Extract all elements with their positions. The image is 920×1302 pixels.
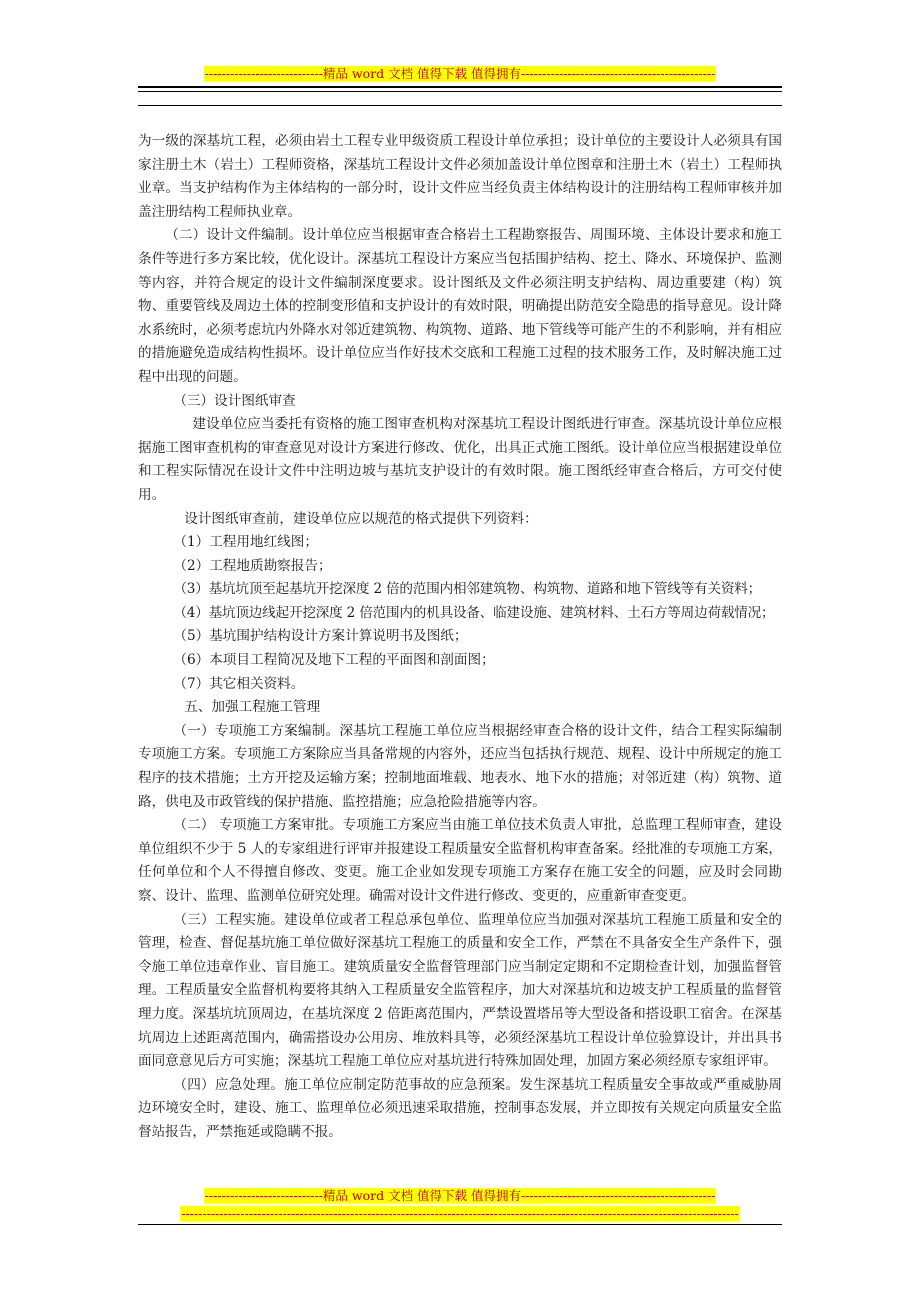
list-item: （1）工程用地红线图； <box>173 534 318 551</box>
header-banner <box>0 66 920 82</box>
footer-banner-text: ----------------------------精品 word 文档 值得下载 值得拥有---------------------------------------------- <box>204 1188 716 1203</box>
header-rule <box>138 86 782 88</box>
list-item: （6）本项目工程简况及地下工程的平面图和剖面图； <box>173 652 495 669</box>
header-rule <box>138 105 782 106</box>
paragraph: （三）工程实施。建设单位或者工程总承包单位、监理单位应当加强对深基坑工程施工质量和安全的管理，检查、督促基坑施工单位做好深基坑工程施工的质量和安全工作，严禁在不具备安全生产条件下，强令施工单位违章作业、盲目施工。建筑质量安全监督管理部门应当制定定期和不定期检查计划，加强监督管理。工程质量安全监督机构要将其纳入工程质量安全监管程序，加大对深基坑和边坡支护工程质量的监督管理力度。深基坑坑顶周边，在基坑深度 2 倍距离范围内，严禁设置塔吊等大型设备和搭设职工宿舍。在深基坑周边上述距离范围内，确需搭设办公用房、堆放料具等，必须经深基坑工程设计单位验算设计，并出具书面同意意见后方可实施；深基坑工程施工单位应对基坑进行特殊加固处理，加固方案必须经原专家组评审。 <box>138 911 782 1070</box>
list-item: （2）工程地质勘察报告； <box>173 557 332 574</box>
header-banner-text: ----------------------------精品 word 文档 值得下载 值得拥有---------------------------------------------- <box>204 66 716 81</box>
header-rule <box>138 91 782 92</box>
paragraph: （四）应急处理。施工单位应制定防范事故的应急预案。发生深基坑工程质量安全事故或严重威胁周边环境安全时，建设、施工、监理单位必须迅速采取措施，控制事态发展，并立即按有关规定向质量安全监督站报告，严禁拖延或隐瞒不报。 <box>138 1076 782 1140</box>
list-item: （4）基坑顶边线起开挖深度 2 倍范围内的机具设备、临建设施、建筑材料、土石方等周边荷载情况； <box>173 604 775 621</box>
paragraph: （二）设计文件编制。设计单位应当根据审查合格岩土工程勘察报告、周围环境、主体设计要求和施工条件等进行多方案比较，优化设计。深基坑工程设计方案应当包括围护结构、挖土、降水、环境保护、监测等内容，并符合规定的设计文件编制深度要求。设计图纸及文件必须注明支护结构、周边重要建（构）筑物、重要管线及周边土体的控制变形值和支护设计的有效时限，明确提出防范安全隐患的指导意见。设计降水系统时，必须考虑坑内外降水对邻近建筑物、构筑物、道路、地下管线等可能产生的不利影响，并有相应的措施避免造成结构性损坏。设计单位应当作好技术交底和工程施工过程的技术服务工作，及时解决施工过程中出现的问题。 <box>138 227 782 385</box>
footer-rule <box>138 1224 782 1225</box>
paragraph: （一）专项施工方案编制。深基坑工程施工单位应当根据经审查合格的设计文件，结合工程实际编制专项施工方案。专项施工方案除应当具备常规的内容外，还应当包括执行规范、规程、设计中所规定的施工程序的技术措施；土方开挖及运输方案；控制地面堆载、地表水、地下水的措施；对邻近建（构）筑物、道路，供电及市政管线的保护措施、监控措施；应急抢险措施等内容。 <box>138 722 782 810</box>
list-item: （5）基坑围护结构设计方案计算说明书及图纸； <box>173 628 468 645</box>
footer-banner-dashes <box>0 1206 920 1222</box>
paragraph: （二） 专项施工方案审批。专项施工方案应当由施工单位技术负责人审批，总监理工程师审查，建设单位组织不少于 5 人的专家组进行评审并报建设工程质量安全监督机构审查备案。经批准的专项施工方案，任何单位和个人不得擅自修改、变更。施工企业如发现专项施工方案存在施工安全的问题，应及时会同勘察、设计、监理、监测单位研究处理。确需对设计文件进行修改、变更的，应重新审查变更。 <box>138 817 782 904</box>
section-heading: 五、加强工程施工管理 <box>184 699 321 716</box>
paragraph: 为一级的深基坑工程，必须由岩土工程专业甲级资质工程设计单位承担；设计单位的主要设计人必须具有国家注册土木（岩土）工程师资格，深基坑工程设计文件必须加盖设计单位图章和注册土木（岩土）工程师执业章。当支护结构作为主体结构的一部分时，设计文件应当经负责主体结构设计的注册结构工程师审核并加盖注册结构工程师执业章。 <box>138 133 782 220</box>
list-item: （7）其它相关资料。 <box>173 675 305 692</box>
list-item: （3）基坑坑顶至起基坑开挖深度 2 倍的范围内相邻建筑物、构筑物、道路和地下管线等有关资料； <box>173 581 762 598</box>
paragraph: 建设单位应当委托有资格的施工图审查机构对深基坑工程设计图纸进行审查。深基坑设计单位应根据施工图审查机构的审查意见对设计方案进行修改、优化，出具正式施工图纸。设计单位应当根据建设单位和工程实际情况在设计文件中注明边坡与基坑支护设计的有效时限。施工图纸经审查合格后，方可交付使用。 <box>138 416 782 503</box>
footer-banner <box>0 1188 920 1204</box>
section-heading: （三）设计图纸审查 <box>173 392 296 409</box>
footer-banner-dashes-text: ------------------------------------------------------------------------------------------------------------------------------------ <box>181 1206 739 1221</box>
paragraph: 设计图纸审查前，建设单位应以规范的格式提供下列资料： <box>184 510 538 527</box>
document-body <box>138 130 782 1145</box>
